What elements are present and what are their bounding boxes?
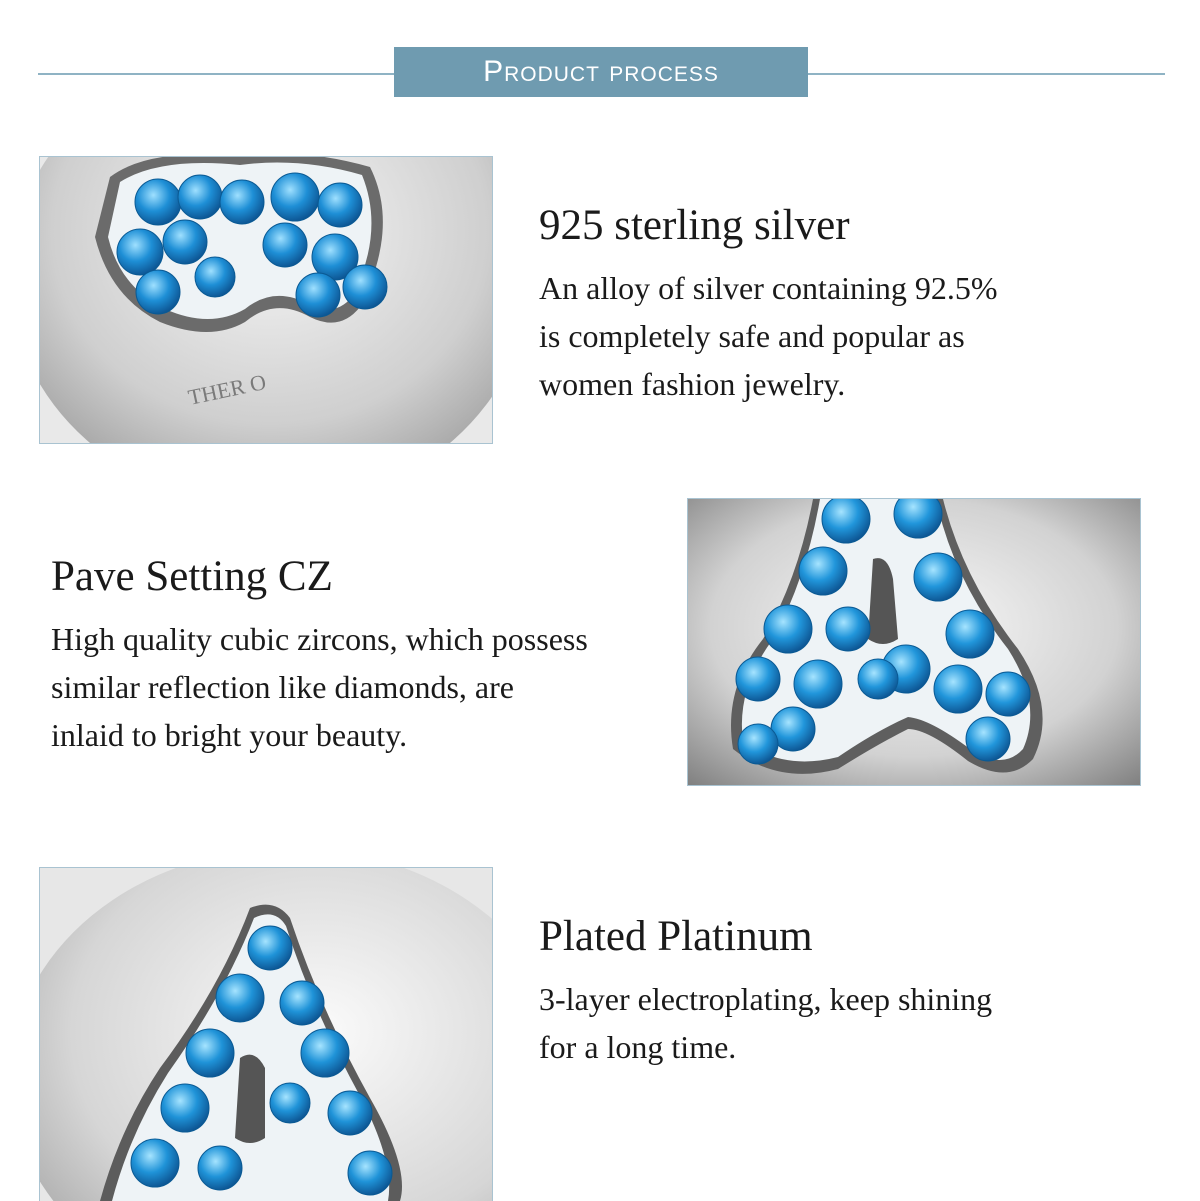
header-divider-left: [38, 73, 394, 75]
section-header-title: Product process: [483, 55, 719, 88]
feature-title: 925 sterling silver: [539, 202, 850, 249]
feature-description: 3-layer electroplating, keep shining for a long time.: [539, 981, 993, 1065]
feature-description: High quality cubic zircons, which possess similar reflection like diamonds, are inlaid to bright your beauty.: [51, 621, 588, 753]
charm-image-3: [40, 868, 492, 1201]
feature-sterling-silver: [539, 200, 1099, 408]
feature-plated-platinum: [539, 911, 1099, 1071]
product-photo-closeup-3: [39, 867, 493, 1201]
section-header: [394, 47, 808, 97]
charm-image-1: [40, 157, 492, 443]
feature-description: An alloy of silver containing 92.5% is completely safe and popular as women fashion jewelry.: [539, 270, 998, 402]
product-photo-closeup-2: [687, 498, 1141, 786]
feature-title: Pave Setting CZ: [51, 553, 333, 600]
feature-pave-setting: [51, 551, 671, 759]
header-divider-right: [808, 73, 1165, 75]
feature-title: Plated Platinum: [539, 913, 813, 960]
svg-text:THER O: THER O: [185, 369, 269, 410]
charm-image-2: [688, 499, 1140, 785]
product-photo-closeup-1: [39, 156, 493, 444]
